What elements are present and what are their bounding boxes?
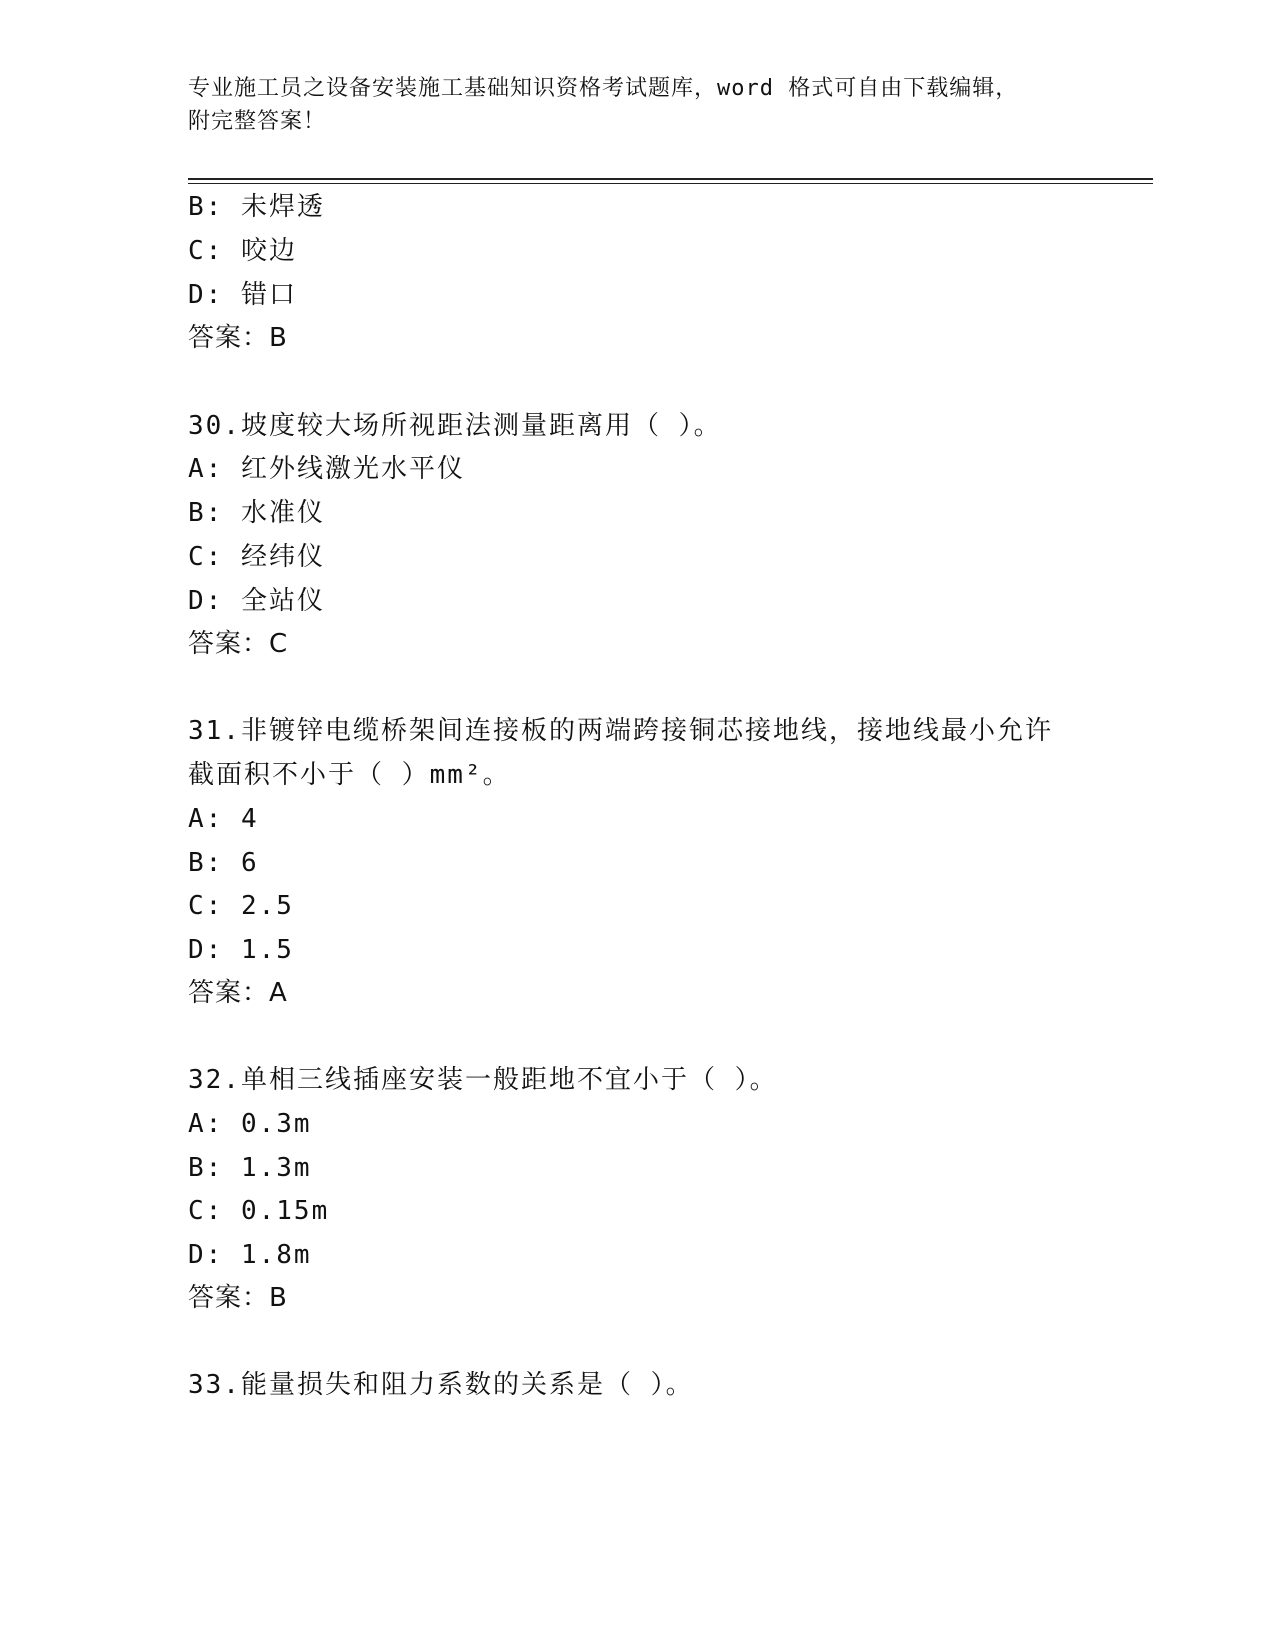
prev-option-d: D: 错口 <box>188 280 297 310</box>
q31-stem-line-1: 31.非镀锌电缆桥架间连接板的两端跨接铜芯接地线，接地线最小允许 <box>188 716 1053 746</box>
header-title-line-1: 专业施工员之设备安装施工基础知识资格考试题库，word 格式可自由下载编辑， <box>188 76 1019 101</box>
prev-option-b: B: 未焊透 <box>188 192 325 222</box>
q32-answer: 答案：B <box>188 1283 288 1313</box>
q31-option-c: C: 2.5 <box>188 891 294 921</box>
header-divider-bottom <box>188 183 1153 184</box>
q31-stem-line-2: 截面积不小于（ ）mm²。 <box>188 760 511 790</box>
q30-option-a: A: 红外线激光水平仪 <box>188 454 465 484</box>
q32-option-b: B: 1.3m <box>188 1153 312 1183</box>
q30-stem: 30.坡度较大场所视距法测量距离用（ ）。 <box>188 411 722 441</box>
q30-option-d: D: 全站仪 <box>188 586 325 616</box>
q31-answer: 答案：A <box>188 978 288 1008</box>
q30-option-c: C: 经纬仪 <box>188 542 325 572</box>
document-header <box>188 72 1088 138</box>
q33-stem: 33.能量损失和阻力系数的关系是（ ）。 <box>188 1370 694 1400</box>
q31-option-b: B: 6 <box>188 848 259 878</box>
prev-option-c: C: 咬边 <box>188 236 297 266</box>
header-divider-top <box>188 178 1153 180</box>
q32-stem: 32.单相三线插座安装一般距地不宜小于（ ）。 <box>188 1065 778 1095</box>
q30-answer: 答案：C <box>188 629 289 659</box>
header-title-line-2: 附完整答案！ <box>188 109 327 134</box>
q30-option-b: B: 水准仪 <box>188 498 325 528</box>
q31-option-d: D: 1.5 <box>188 935 294 965</box>
q31-option-a: A: 4 <box>188 804 259 834</box>
q32-option-a: A: 0.3m <box>188 1109 312 1139</box>
prev-answer: 答案：B <box>188 323 288 353</box>
q32-option-c: C: 0.15m <box>188 1196 330 1226</box>
q32-option-d: D: 1.8m <box>188 1240 312 1270</box>
